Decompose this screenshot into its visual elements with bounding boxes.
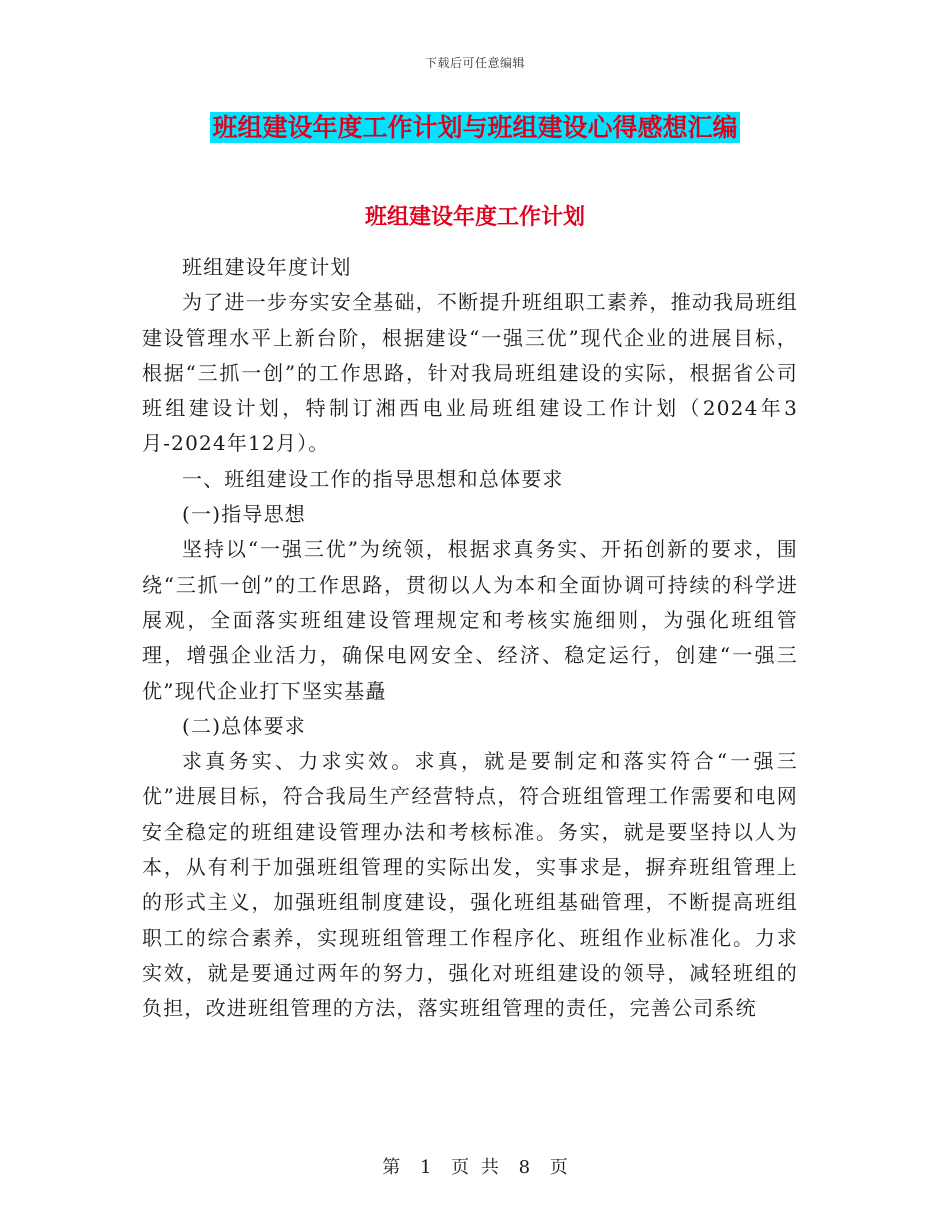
document-title: [0, 111, 950, 145]
paragraph: (一)指导思想: [182, 502, 307, 527]
page-footer: [0, 1153, 950, 1179]
document-body: [142, 250, 798, 1027]
paragraph: 为了进一步夯实安全基础，不断提升班组职工素养，推动我局班组建设管理水平上新台阶，根据建设“一强三优”现代企业的进展目标，根据“三抓一创”的工作思路，针对我局班组建设的实际，根据省公司班组建设计划，特制订湘西电业局班组建设工作计划（2024年3月-2024年12月）。: [142, 290, 798, 456]
page-label-suffix: 页: [549, 1157, 568, 1178]
page-number: 1: [419, 1157, 432, 1178]
header-note: 下载后可任意编辑: [424, 56, 525, 70]
page-label-prefix: 第: [382, 1157, 401, 1178]
paragraph: (二)总体要求: [182, 713, 307, 738]
document-title-text: 班组建设年度工作计划与班组建设心得感想汇编: [212, 113, 738, 142]
paragraph: 坚持以“一强三优”为统领，根据求真务实、开拓创新的要求，围绕“三抓一创”的工作思路，贯彻以人为本和全面协调可持续的科学进展观，全面落实班组建设管理规定和考核实施细则，为强化班组管理，增强企业活力，确保电网安全、经济、稳定运行，创建“一强三优”现代企业打下坚实基矗: [142, 537, 798, 703]
paragraph: 一、班组建设工作的指导思想和总体要求: [182, 466, 564, 491]
page-label-mid: 页 共: [451, 1157, 499, 1178]
paragraph: 班组建设年度计划: [182, 255, 352, 279]
paragraph: 求真务实、力求实效。求真，就是要制定和落实符合“一强三优”进展目标，符合我局生产经营特点，符合班组管理工作需要和电网安全稳定的班组建设管理办法和考核标准。务实，就是要坚持以人为本，从有利于加强班组管理的实际出发，实事求是，摒弃班组管理上的形式主义，加强班组制度建设，强化班组基础管理，不断提高班组职工的综合素养，实现班组管理工作程序化、班组作业标准化。力求实效，就是要通过两年的努力，强化对班组建设的领导，减轻班组的负担，改进班组管理的方法，落实班组管理的责任，完善公司系统: [142, 749, 798, 1021]
section-title: 班组建设年度工作计划: [364, 204, 585, 230]
total-pages: 8: [518, 1157, 531, 1178]
